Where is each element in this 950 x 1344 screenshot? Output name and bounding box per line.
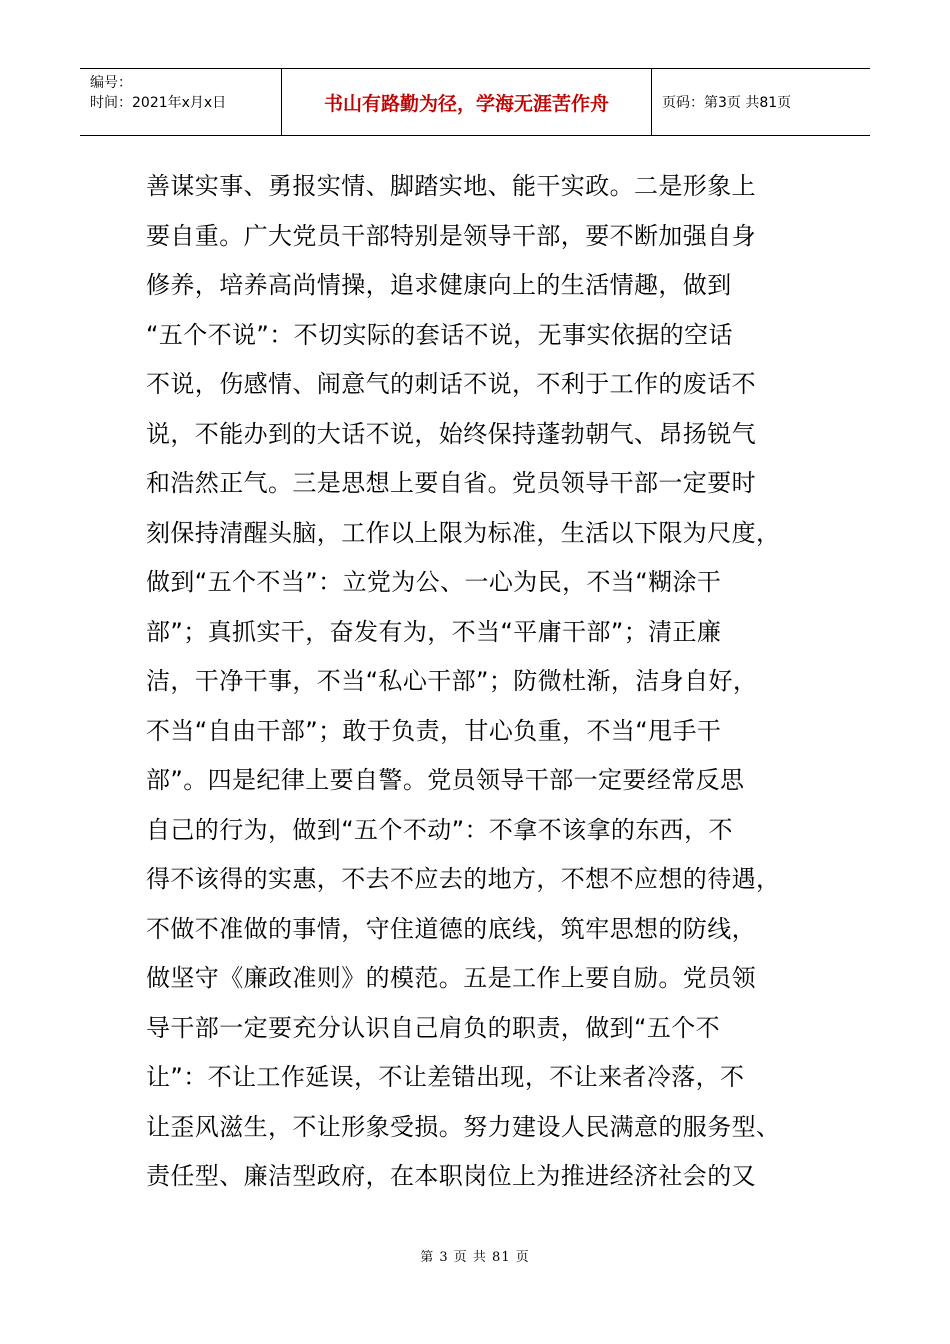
header-motto: 书山有路勤为径，学海无涯苦作舟 (282, 69, 652, 135)
body-line: 洁，干净干事，不当“私心干部”；防微杜渐，洁身自好， (146, 667, 758, 695)
body-line: 和浩然正气。三是思想上要自省。党员领导干部一定要时 (146, 469, 756, 497)
body-line: 责任型、廉洁型政府，在本职岗位上为推进经济社会的又 (146, 1162, 756, 1190)
body-line: 不说，伤感情、闹意气的刺话不说，不利于工作的废话不 (146, 370, 756, 398)
body-line: 做到“五个不当”：立党为公、一心为民，不当“糊涂干 (146, 568, 722, 596)
page-footer: 第 3 页 共 81 页 (420, 1250, 530, 1265)
body-line: 要自重。广大党员干部特别是领导干部，要不断加强自身 (146, 221, 756, 250)
body-line: 让歪风滋生，不让形象受损。努力建设人民满意的服务型、 (146, 1112, 781, 1141)
body-line: 部”；真抓实干，奋发有为，不当“平庸干部”；清正廉 (146, 617, 722, 646)
header-page-info: 页码：第3页 共81页 (662, 95, 792, 111)
body-line: 得不该得的实惠，不去不应去的地方，不想不应想的待遇， (146, 865, 781, 893)
time-label: 时间：2021年x月x日 (90, 95, 227, 111)
body-line: 导干部一定要充分认识自己肩负的职责，做到“五个不 (146, 1013, 721, 1042)
body-line: 不做不准做的事情，守住道德的底线，筑牢思想的防线， (146, 914, 756, 943)
body-line: “五个不说”：不切实际的套话不说，无事实依据的空话 (146, 320, 733, 349)
serial-number-label: 编号： (90, 75, 132, 91)
body-line: 说，不能办到的大话不说，始终保持蓬勃朝气、昂扬锐气 (146, 419, 756, 448)
document-body (146, 162, 806, 1202)
body-line: 做坚守《廉政准则》的模范。五是工作上要自励。党员领 (146, 964, 756, 992)
body-line: 自己的行为，做到“五个不动”：不拿不该拿的东西，不 (146, 815, 733, 844)
body-line: 不当“自由干部”；敢于负责，甘心负重，不当“甩手干 (146, 716, 722, 745)
page-header (80, 68, 870, 136)
body-line: 善谋实事、勇报实情、脚踏实地、能干实政。二是形象上 (146, 172, 756, 200)
body-line: 修养，培养高尚情操，追求健康向上的生活情趣，做到 (146, 271, 732, 299)
body-line: 部”。四是纪律上要自警。党员领导干部一定要经常反思 (146, 766, 745, 794)
body-line: 刻保持清醒头脑，工作以上限为标准，生活以下限为尺度， (146, 518, 781, 547)
header-meta (80, 69, 282, 135)
body-line: 让”：不让工作延误，不让差错出现，不让来者冷落，不 (146, 1063, 745, 1091)
